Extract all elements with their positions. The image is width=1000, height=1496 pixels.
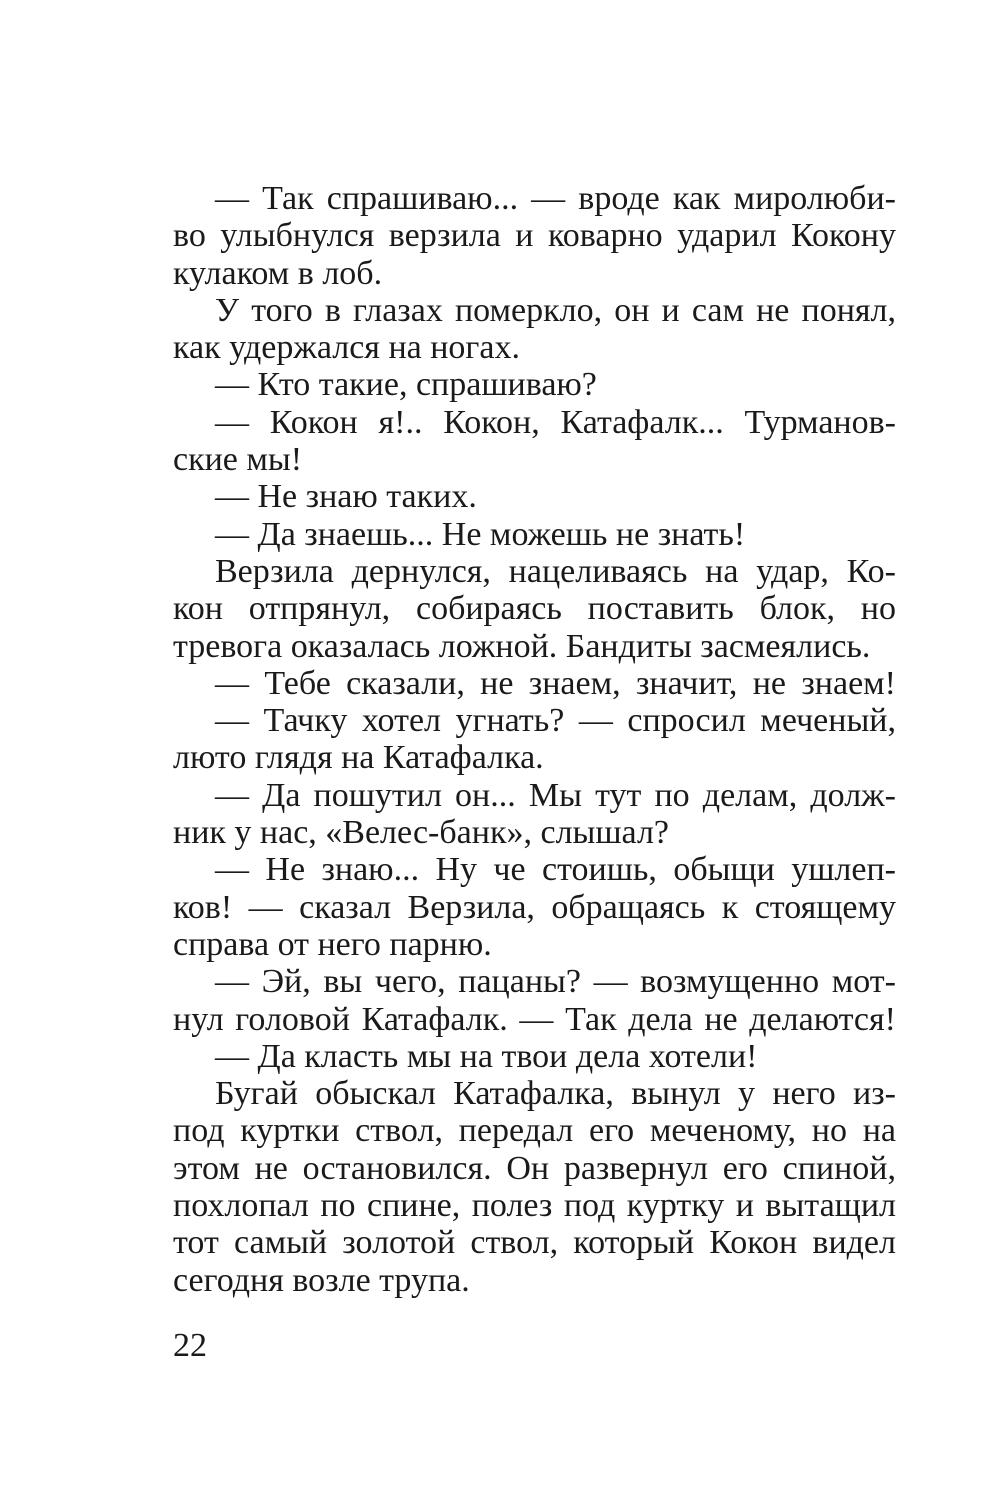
text-line: ские мы! — [173, 441, 303, 479]
text-line: Бугай обыскал Катафалка, вынул у него из- — [215, 1075, 896, 1113]
text-line: под куртки ствол, передал его меченому, но на — [173, 1112, 896, 1150]
text-line: — Эй, вы чего, пацаны? — возмущенно мот- — [215, 963, 896, 1001]
text-line: — Да класть мы на твои дела хотели! — [215, 1037, 758, 1075]
text-line: этом не остановился. Он развернул его спиной, — [173, 1149, 896, 1187]
text-line: — Кто такие, спрашиваю? — [215, 366, 597, 404]
text-line: — Тачку хотел угнать? — спросил меченый, — [215, 702, 896, 740]
text-line: — Да знаешь... Не можешь не знать! — [215, 515, 746, 553]
page-number: 22 — [173, 1327, 207, 1364]
body-text — [173, 180, 896, 1299]
text-line: ник у нас, «Велес-банк», слышал? — [173, 814, 670, 852]
text-line: как удержался на ногах. — [173, 329, 520, 367]
text-line: ков! — сказал Верзила, обращаясь к стоящему — [173, 888, 896, 926]
text-line: Верзила дернулся, нацеливаясь на удар, Ко- — [215, 552, 896, 590]
text-line: — Да пошутил он... Мы тут по делам, долж- — [215, 776, 896, 814]
text-line: кулаком в лоб. — [173, 254, 383, 292]
text-line: — Не знаю таких. — [215, 478, 477, 516]
text-line: — Тебе сказали, не знаем, значит, не знаем! — [215, 664, 896, 702]
text-line: кон отпрянул, собираясь поставить блок, но — [173, 590, 896, 628]
text-line: во улыбнулся верзила и коварно ударил Кокону — [173, 217, 896, 255]
text-line: — Кокон я!.. Кокон, Катафалк... Турманов- — [215, 403, 896, 441]
text-line: — Не знаю... Ну че стоишь, обыщи ушлеп- — [215, 851, 896, 889]
text-line: нул головой Катафалк. — Так дела не делаются! — [173, 1000, 896, 1038]
text-line: люто глядя на Катафалка. — [173, 739, 544, 777]
text-line: У того в глазах померкло, он и сам не понял, — [215, 291, 896, 329]
text-line: похлопал по спине, полез под куртку и вытащил — [173, 1187, 896, 1225]
text-line: тревога оказалась ложной. Бандиты засмеялись. — [173, 627, 871, 665]
text-line: справа от него парню. — [173, 925, 492, 963]
text-line: — Так спрашиваю... — вроде как миролюби- — [215, 180, 896, 217]
text-line: тот самый золотой ствол, который Кокон видел — [173, 1224, 896, 1262]
text-line: сегодня возле трупа. — [173, 1261, 470, 1299]
